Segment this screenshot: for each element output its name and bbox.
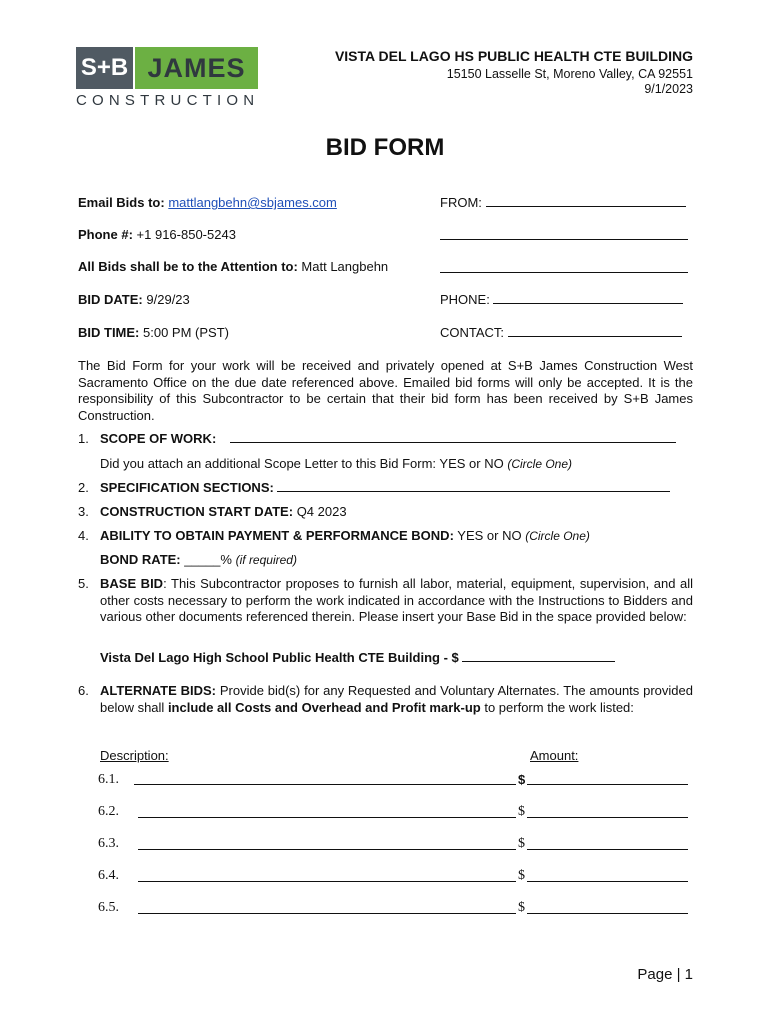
scope-field[interactable] — [230, 431, 676, 443]
right-phone-field[interactable] — [493, 292, 683, 304]
alt-row-2-dollar: $ — [518, 804, 525, 819]
phone-label: Phone #: — [78, 227, 133, 242]
alt-row-3-description[interactable] — [138, 849, 516, 850]
amount-header: Amount: — [530, 748, 579, 763]
bond-rate-label: BOND RATE: — [100, 552, 181, 567]
from-field[interactable] — [486, 195, 686, 207]
contact-row — [440, 325, 682, 340]
from-label: FROM: — [440, 195, 482, 210]
alt-bold: include all Costs and Overhead and Profit mark-up — [167, 699, 481, 715]
alt-label: ALTERNATE BIDS: — [100, 683, 217, 698]
base-bid-label: BASE BID — [100, 576, 164, 591]
spec-field[interactable] — [277, 480, 670, 492]
item-2-num: 2. — [78, 480, 89, 495]
item-5-num: 5. — [78, 576, 89, 591]
email-link[interactable]: mattlangbehn@sbjames.com — [168, 195, 337, 210]
item-6-num: 6. — [78, 683, 89, 698]
alt-row-5-description[interactable] — [138, 913, 516, 914]
attention-row — [78, 259, 388, 274]
attention-label: All Bids shall be to the Attention to: — [78, 259, 298, 274]
from-row — [440, 195, 686, 210]
bond-value: YES or NO — [457, 528, 522, 543]
alt-row-3-dollar: $ — [518, 836, 525, 851]
item-1-num: 1. — [78, 431, 89, 446]
phone-row — [78, 227, 236, 242]
bid-date-row — [78, 292, 190, 307]
base-bid-amount-field[interactable] — [462, 650, 615, 662]
base-bid-paragraph — [100, 576, 693, 626]
alt-row-4-num: 6.4. — [98, 868, 119, 883]
alt-row-2-description[interactable] — [138, 817, 516, 818]
bond-note: (Circle One) — [525, 529, 590, 543]
start-date-label: CONSTRUCTION START DATE: — [100, 504, 294, 519]
bid-date-value: 9/29/23 — [146, 292, 190, 307]
scope-letter-text: Did you attach an additional Scope Letter to this Bid Form: YES or NO — [100, 456, 504, 471]
scope-letter-note: (Circle One) — [507, 457, 573, 471]
alt-row-1-amount[interactable] — [527, 784, 688, 785]
base-bid-line-label: Vista Del Lago High School Public Health CTE Building - $ — [100, 650, 459, 665]
alt-row-5-amount[interactable] — [527, 913, 688, 914]
contact-field[interactable] — [508, 325, 682, 337]
bid-time-row — [78, 325, 229, 340]
start-date-value: Q4 2023 — [296, 504, 347, 519]
project-title: VISTA DEL LAGO HS PUBLIC HEALTH CTE BUILDING — [334, 48, 693, 64]
alt-row-5-dollar: $ — [518, 900, 525, 915]
project-address: 15150 Lasselle St, Moreno Valley, CA 92551 — [446, 67, 693, 81]
bond-rate-note: (if required) — [235, 553, 297, 567]
from-line-2[interactable] — [440, 239, 688, 240]
base-bid-text: : This Subcontractor proposes to furnish all labor, material, equipment, supervision, and all other costs necessary to perform the work indicated in accordance with the Instructions to Bidders and various other documents referenced therein. Please insert your Base Bid in the space provided below: — [100, 576, 694, 624]
page-title: BID FORM — [325, 134, 445, 161]
page-number: Page | 1 — [637, 966, 693, 983]
alt-text-1: Provide bid(s) for any Requested and Voluntary Alternates. The amounts provided below shall — [100, 683, 693, 715]
alt-text-2: to perform the work listed: — [480, 699, 634, 715]
item-spec — [100, 480, 670, 495]
item-bond — [100, 528, 590, 543]
bid-date-label: BID DATE: — [78, 292, 143, 307]
bond-label: ABILITY TO OBTAIN PAYMENT & PERFORMANCE BOND: — [100, 528, 454, 543]
scope-letter-question — [100, 456, 572, 471]
alt-row-5-num: 6.5. — [98, 900, 119, 915]
alt-row-4-dollar: $ — [518, 868, 525, 883]
spec-label: SPECIFICATION SECTIONS: — [100, 480, 274, 495]
item-scope — [100, 431, 676, 446]
attention-value: Matt Langbehn — [301, 259, 389, 274]
description-header: Description: — [100, 748, 169, 763]
bond-rate-field[interactable]: _____% — [184, 552, 232, 567]
alt-row-3-amount[interactable] — [527, 849, 688, 850]
alt-row-3-num: 6.3. — [98, 836, 119, 851]
intro-paragraph: The Bid Form for your work will be received and privately opened at S+B James Construction West Sacramento Office on the due date referenced above. Emailed bid forms will only be accepted. It is the responsibility of this Subcontractor to be certain that their bid form has been received by S+B James Construction. — [78, 358, 693, 423]
phone-value: +1 916-850-5243 — [136, 227, 236, 242]
right-phone-label: PHONE: — [440, 292, 490, 307]
email-row — [78, 195, 337, 210]
scope-label: SCOPE OF WORK: — [100, 431, 217, 446]
alt-row-4-description[interactable] — [138, 881, 516, 882]
alternate-bids-paragraph — [100, 683, 693, 716]
contact-label: CONTACT: — [440, 325, 505, 340]
item-3-num: 3. — [78, 504, 89, 519]
alt-row-1-dollar: $ — [518, 772, 526, 787]
alt-row-2-amount[interactable] — [527, 817, 688, 818]
logo-sb: S+B — [76, 47, 133, 89]
right-phone-row — [440, 292, 683, 307]
alt-row-2-num: 6.2. — [98, 804, 119, 819]
base-bid-line — [100, 650, 615, 665]
item-4-num: 4. — [78, 528, 89, 543]
logo-construction: CONSTRUCTION — [76, 92, 260, 109]
bid-time-label: BID TIME: — [78, 325, 140, 340]
email-label: Email Bids to: — [78, 195, 165, 210]
bond-rate-row — [100, 552, 297, 567]
item-start-date — [100, 504, 347, 519]
alt-row-1-num: 6.1. — [98, 772, 119, 787]
from-line-3[interactable] — [440, 272, 688, 273]
logo-james: JAMES — [135, 47, 258, 89]
alt-row-4-amount[interactable] — [527, 881, 688, 882]
alt-row-1-description[interactable] — [134, 784, 516, 785]
header-date: 9/1/2023 — [644, 82, 693, 96]
bid-time-value: 5:00 PM (PST) — [143, 325, 229, 340]
